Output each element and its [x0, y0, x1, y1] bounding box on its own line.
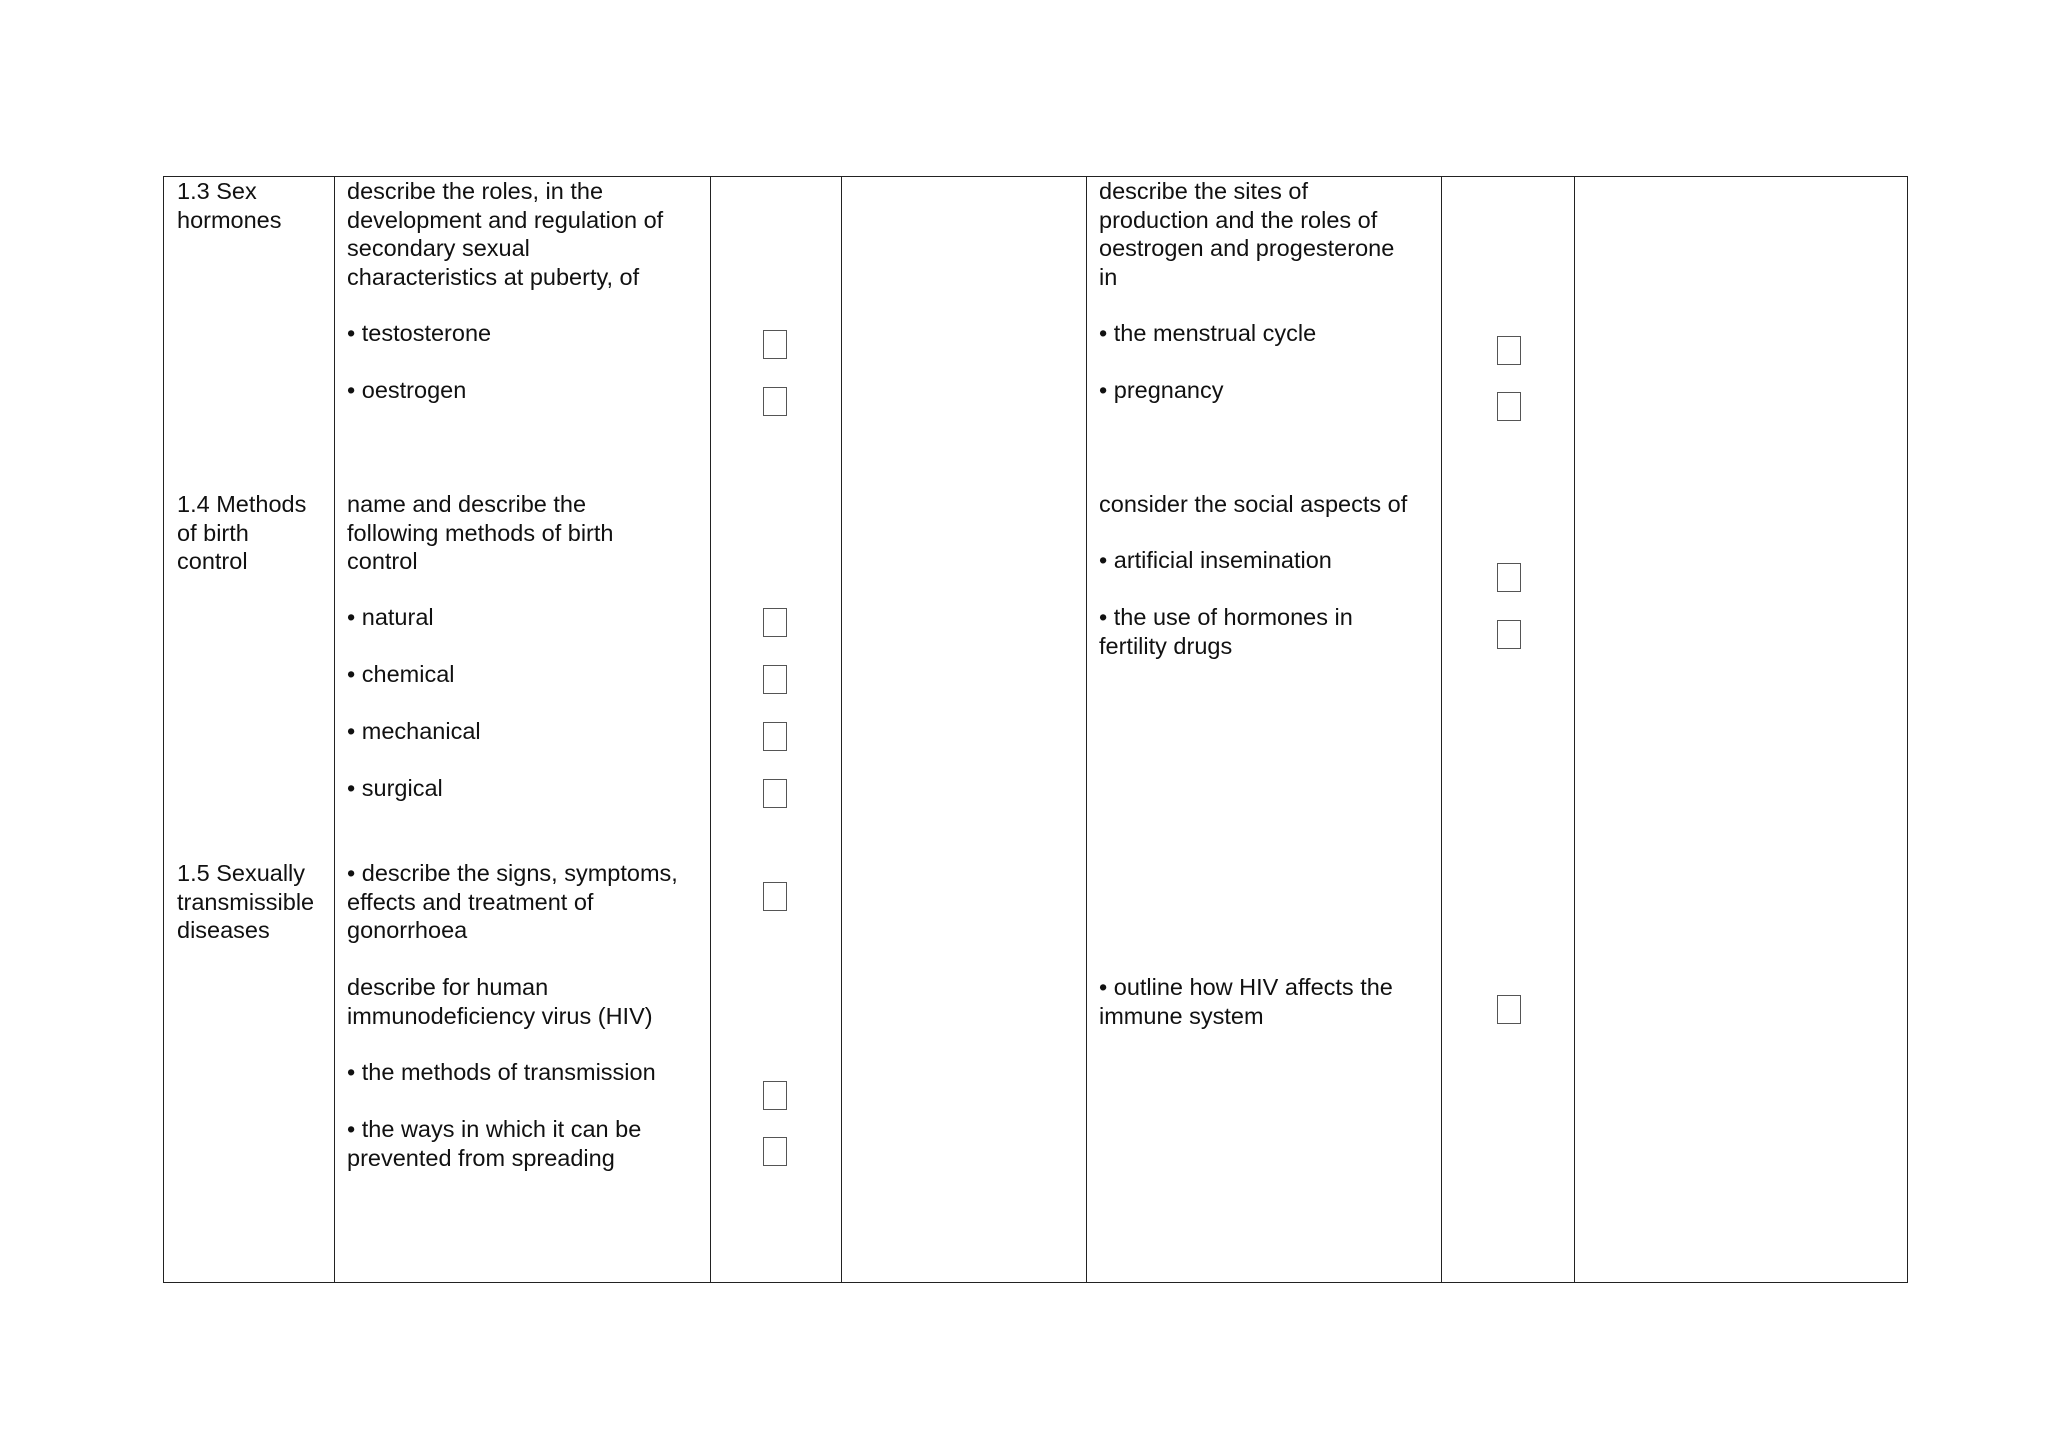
core-list-item: • the ways in which it can be prevented from spreading — [347, 1116, 642, 1171]
core-list-item: • testosterone — [347, 320, 492, 346]
core-objective-text: describe the roles, in the development and regulation of secondary sexual characteristics at puberty, of — [347, 178, 664, 290]
core-list-item: • describe the signs, symptoms, effects and treatment of gonorrhoea — [347, 860, 678, 943]
checkbox-pregnancy[interactable] — [1497, 392, 1521, 421]
checkbox-chemical[interactable] — [763, 665, 787, 694]
core-list-item: • mechanical — [347, 718, 481, 744]
extended-list-item: • the use of hormones in fertility drugs — [1099, 604, 1353, 659]
checkbox-hiv-prevention[interactable] — [763, 1137, 787, 1166]
checkbox-surgical[interactable] — [763, 779, 787, 808]
extended-objective-text: describe the sites of production and the roles of oestrogen and progesterone in — [1099, 178, 1395, 290]
column-divider — [1086, 176, 1087, 1283]
core-objective-text: name and describe the following methods of birth control — [347, 491, 614, 574]
checkbox-gonorrhoea[interactable] — [763, 882, 787, 911]
column-divider — [841, 176, 842, 1283]
checkbox-testosterone[interactable] — [763, 330, 787, 359]
core-objective-text: describe for human immunodeficiency virus (HIV) — [347, 974, 653, 1029]
topic-title: 1.5 Sexually transmissible diseases — [177, 860, 315, 943]
checkbox-mechanical[interactable] — [763, 722, 787, 751]
checkbox-natural[interactable] — [763, 608, 787, 637]
checkbox-oestrogen[interactable] — [763, 387, 787, 416]
column-divider — [334, 176, 335, 1283]
core-list-item: • natural — [347, 604, 434, 630]
checkbox-hiv-immune-system[interactable] — [1497, 995, 1521, 1024]
checkbox-menstrual-cycle[interactable] — [1497, 336, 1521, 365]
extended-list-item: • pregnancy — [1099, 377, 1224, 403]
core-list-item: • surgical — [347, 775, 443, 801]
topic-title: 1.4 Methods of birth control — [177, 491, 307, 574]
core-list-item: • chemical — [347, 661, 455, 687]
topic-title: 1.3 Sex hormones — [177, 178, 282, 233]
extended-list-item: • artificial insemination — [1099, 547, 1332, 573]
column-divider — [1574, 176, 1575, 1283]
checkbox-hiv-transmission[interactable] — [763, 1081, 787, 1110]
extended-list-item: • outline how HIV affects the immune system — [1099, 974, 1393, 1029]
checkbox-fertility-drugs[interactable] — [1497, 620, 1521, 649]
checkbox-artificial-insemination[interactable] — [1497, 563, 1521, 592]
column-divider — [1441, 176, 1442, 1283]
extended-list-item: • the menstrual cycle — [1099, 320, 1317, 346]
extended-objective-text: consider the social aspects of — [1099, 491, 1408, 517]
core-list-item: • the methods of transmission — [347, 1059, 656, 1085]
column-divider — [710, 176, 711, 1283]
core-list-item: • oestrogen — [347, 377, 467, 403]
